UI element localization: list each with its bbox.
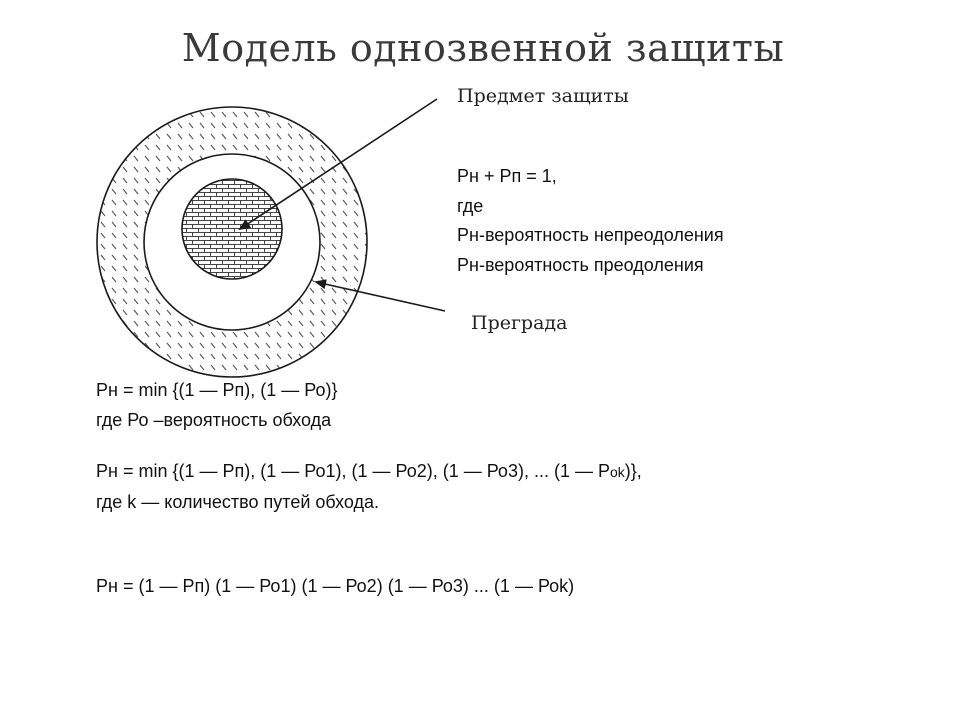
formula-line [96, 457, 642, 488]
probability-legend [457, 162, 724, 280]
legend-line: Рн + Рп = 1, [457, 166, 557, 186]
formula-note: где Ро –вероятность обхода [96, 409, 332, 430]
formula-main-text: Рн = min {(1 — Рп), (1 — Ро1), (1 — Ро2), (1 — Ро3), ... (1 — Р [96, 461, 610, 481]
formula-min-k [96, 457, 642, 517]
formula-note: где k — количество путей обхода. [96, 491, 380, 512]
protected-object-circle [182, 179, 282, 279]
legend-line: где [457, 195, 484, 216]
protected-object-label: Предмет защиты [457, 85, 629, 107]
legend-line: Рн-вероятность непреодоления [457, 225, 724, 245]
formula-line: Рн = (1 — Рп) (1 — Ро1) (1 — Ро2) (1 — Ро3) ... (1 — Роk) [96, 576, 575, 596]
formula-line: Рн = min {(1 — Рп), (1 — Ро)} [96, 380, 338, 400]
slide-title: Модель однозвенной защиты [181, 26, 785, 70]
barrier-label: Преграда [471, 312, 568, 334]
formula-end-text: )}, [624, 461, 642, 481]
formula-product [96, 572, 574, 602]
formula-min-two [96, 376, 337, 435]
formula-subscript: оk [609, 464, 625, 480]
legend-line: Рн-вероятность преодоления [457, 254, 704, 275]
